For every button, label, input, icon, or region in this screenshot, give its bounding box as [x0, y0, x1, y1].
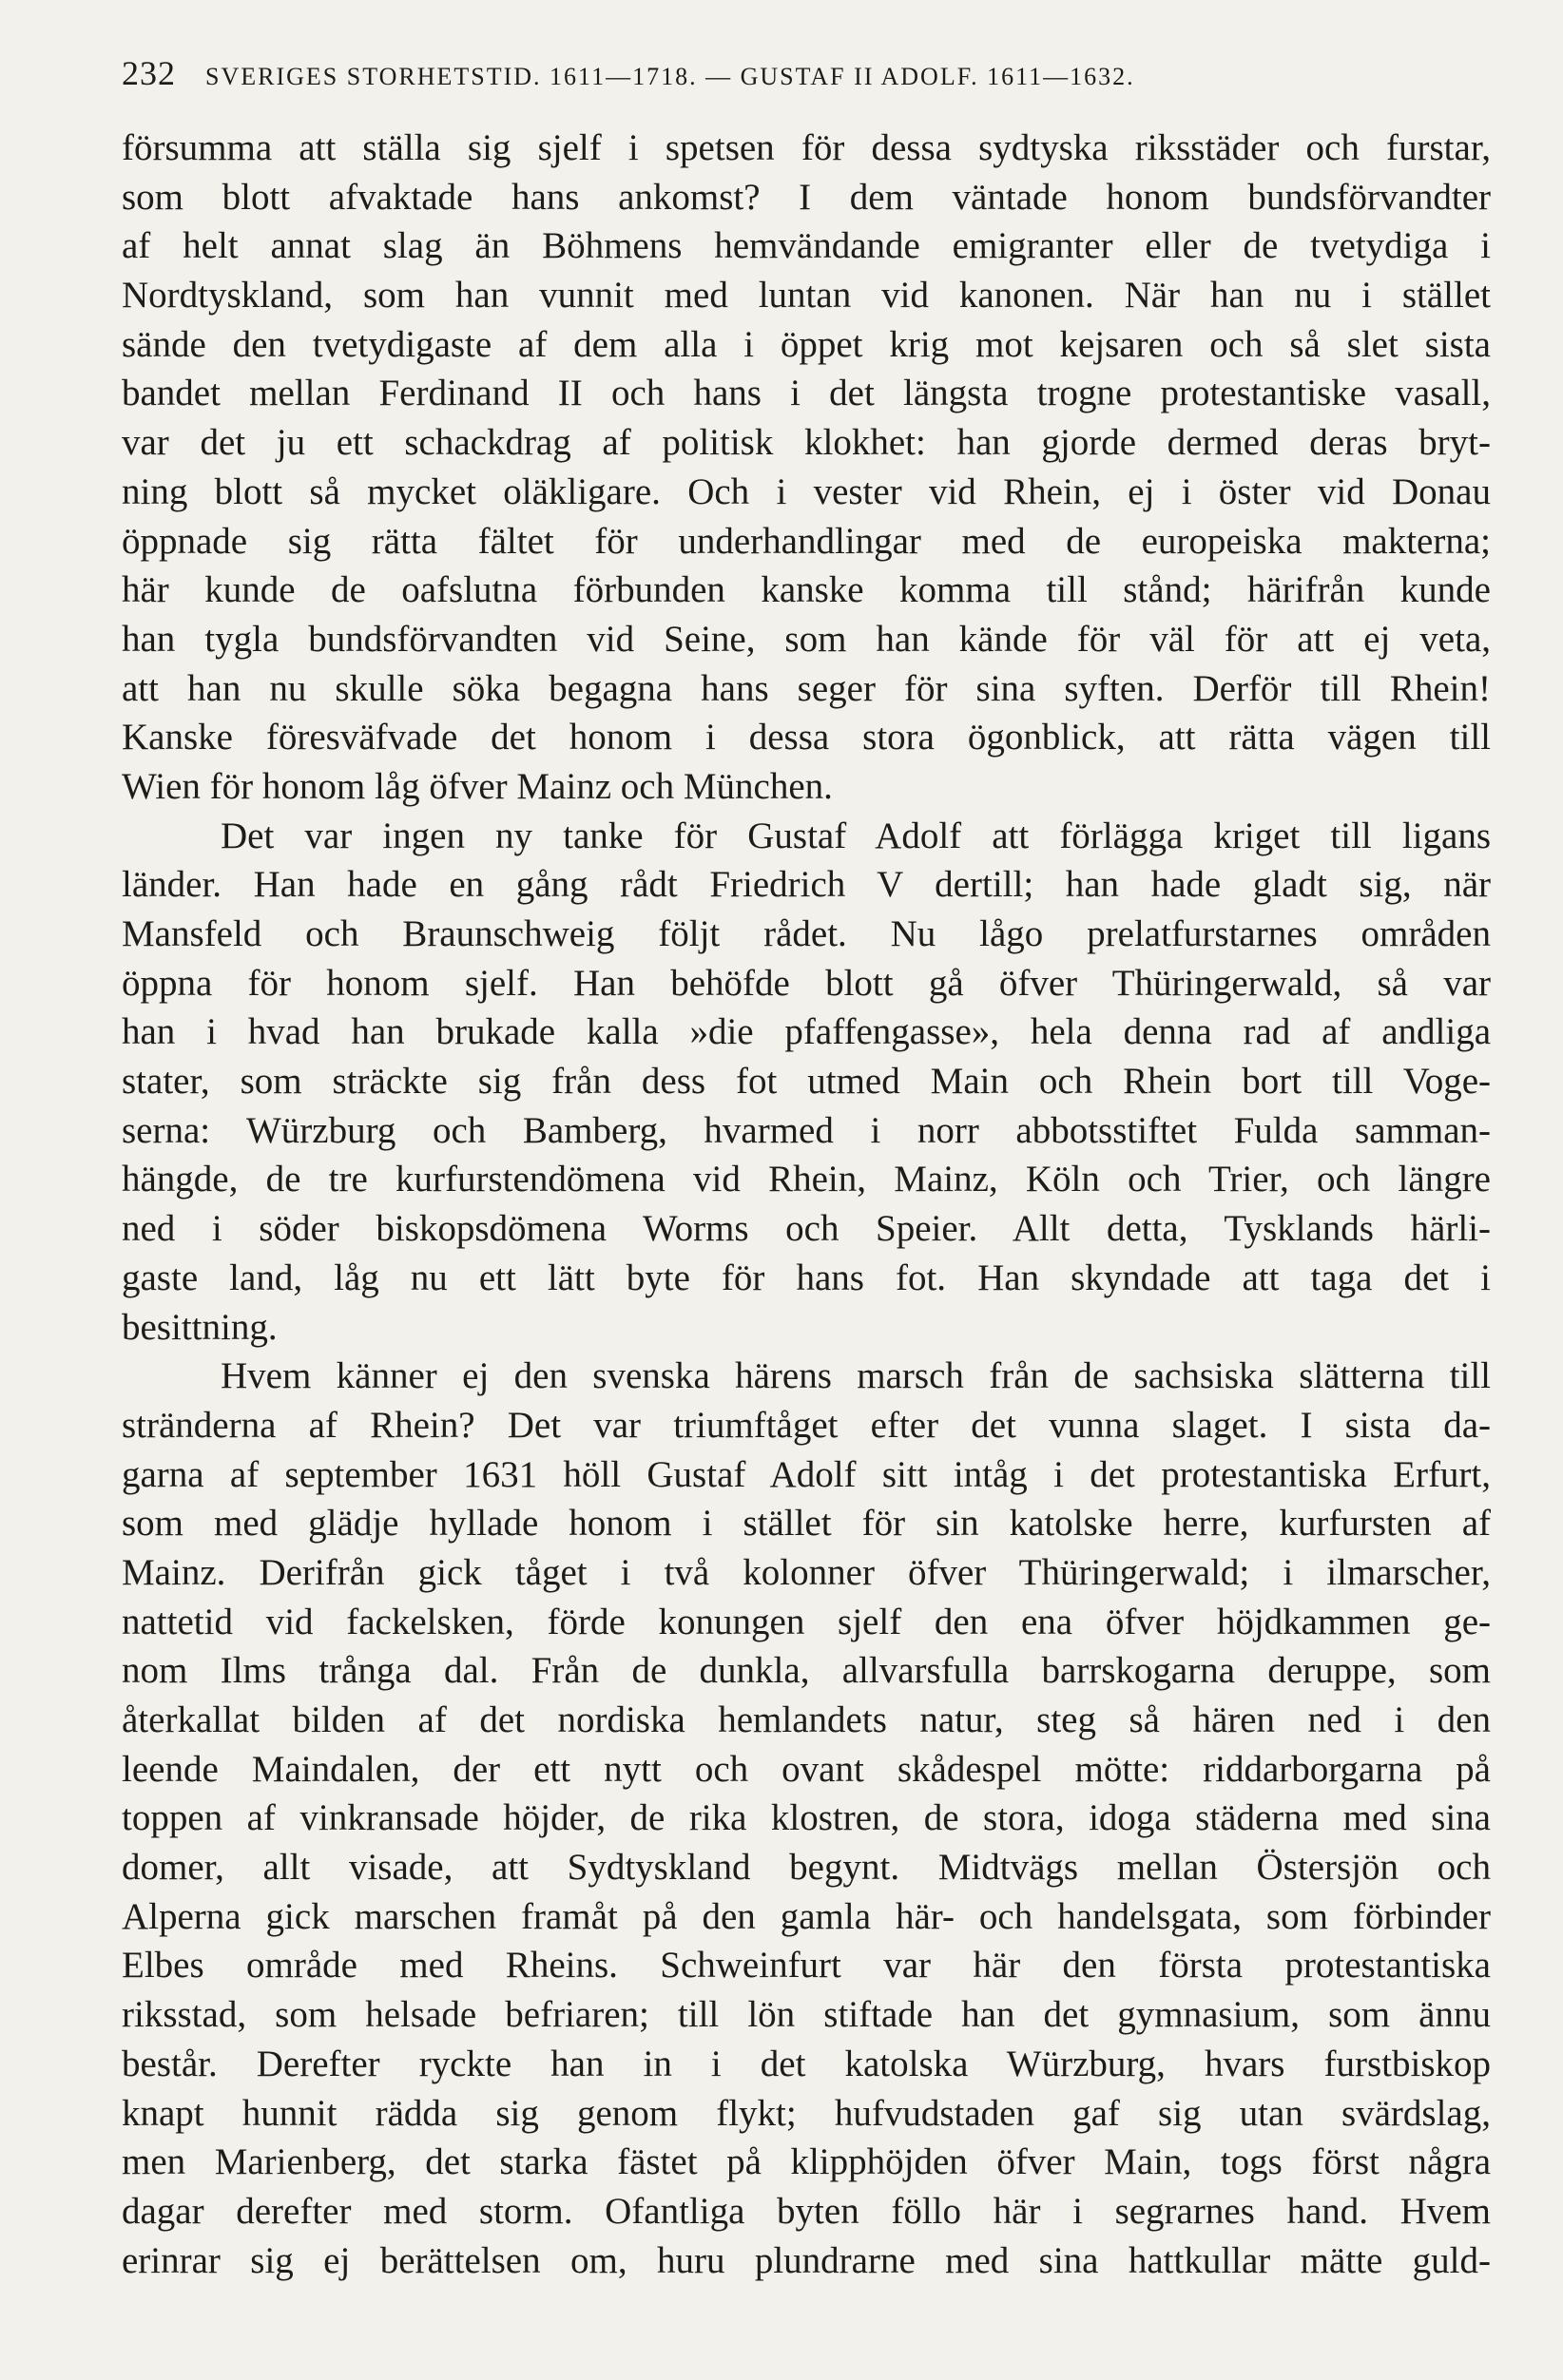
text-line: men Marienberg, det starka fästet på klipphöjden öfver Main, togs först några	[122, 2141, 1491, 2183]
text-line: Wien för honom låg öfver Mainz och München.	[122, 765, 833, 807]
text-line: gaste land, låg nu ett lätt byte för hans fot. Han skyndade att taga det i	[122, 1257, 1491, 1298]
text-line: leende Maindalen, der ett nytt och ovant skådespel mötte: riddarborgarna på	[122, 1748, 1491, 1790]
text-line: att han nu skulle söka begagna hans seger för sina syften. Derför till Rhein!	[122, 667, 1491, 709]
text-line: var det ju ett schackdrag af politisk klokhet: han gjorde dermed deras bryt-	[122, 422, 1491, 464]
text-line: som med glädje hyllade honom i stället för sin katolske herre, kurfursten af	[122, 1503, 1491, 1545]
text-line: Mainz. Derifrån gick tåget i två kolonner öfver Thüringerwald; i ilmarscher,	[122, 1551, 1491, 1593]
text-line: Alperna gick marschen framåt på den gamla här- och handelsgata, som förbinder	[122, 1895, 1491, 1937]
page-header	[122, 49, 1491, 97]
text-line: Nordtyskland, som han vunnit med luntan vid kanonen. När han nu i stället	[122, 275, 1491, 317]
text-line: toppen af vinkransade höjder, de rika klostren, de stora, idoga städerna med sina	[122, 1797, 1491, 1839]
text-line: bandet mellan Ferdinand II och hans i det längsta trogne protestantiske vasall,	[122, 373, 1491, 414]
text-line: domer, allt visade, att Sydtyskland begynt. Midtvägs mellan Östersjön och	[122, 1847, 1491, 1889]
text-line: nom Ilms trånga dal. Från de dunkla, allvarsfulla barrskogarna deruppe, som	[122, 1650, 1491, 1692]
text-line: länder. Han hade en gång rådt Friedrich V dertill; han hade gladt sig, när	[122, 864, 1491, 906]
text-line: öppna för honom sjelf. Han behöfde blott gå öfver Thüringerwald, så var	[122, 962, 1491, 1004]
text-line: försumma att ställa sig sjelf i spetsen för dessa sydtyska riksstäder och furstar,	[122, 127, 1491, 168]
text-line: dagar derefter med storm. Ofantliga byten föllo här i segrarnes hand. Hvem	[122, 2190, 1491, 2232]
page-number: 232	[122, 54, 176, 92]
text-line: han i hvad han brukade kalla »die pfaffengasse», hela denna rad af andliga	[122, 1011, 1491, 1053]
text-line: riksstad, som helsade befriaren; till lön stiftade han det gymnasium, som ännu	[122, 1994, 1491, 2036]
text-line: garna af september 1631 höll Gustaf Adolf sitt intåg i det protestantiska Erfurt,	[122, 1453, 1491, 1495]
text-line: besittning.	[122, 1306, 278, 1348]
text-line: knapt hunnit rädda sig genom flykt; hufvudstaden gaf sig utan svärdslag,	[122, 2092, 1491, 2134]
running-head: SVERIGES STORHETSTID. 1611—1718. — GUSTAF II ADOLF. 1611—1632.	[205, 63, 1135, 90]
text-line: Mansfeld och Braunschweig följt rådet. Nu lågo prelatfurstarnes områden	[122, 913, 1491, 954]
text-line: nattetid vid fackelsken, förde konungen sjelf den ena öfver höjdkammen ge-	[122, 1601, 1491, 1642]
text-line: hängde, de tre kurfurstendömena vid Rhein, Mainz, Köln och Trier, och längre	[122, 1159, 1491, 1200]
text-line: stränderna af Rhein? Det var triumftåget efter det vunna slaget. I sista da-	[122, 1404, 1491, 1446]
text-line: af helt annat slag än Böhmens hemvändande emigranter eller de tvetydiga i	[122, 225, 1491, 267]
text-line: här kunde de oafslutna förbunden kanske komma till stånd; härifrån kunde	[122, 569, 1491, 611]
text-line: Kanske föresväfvade det honom i dessa stora ögonblick, att rätta vägen till	[122, 717, 1491, 758]
text-line: återkallat bilden af det nordiska hemlandets natur, steg så hären ned i den	[122, 1699, 1491, 1740]
text-line: serna: Würzburg och Bamberg, hvarmed i norr abbotsstiftet Fulda samman-	[122, 1109, 1491, 1151]
text-line: Det var ingen ny tanke för Gustaf Adolf att förlägga kriget till ligans	[221, 815, 1491, 856]
text-line: som blott afvaktade hans ankomst? I dem väntade honom bundsförvandter	[122, 176, 1491, 218]
text-line: Hvem känner ej den svenska härens marsch från de sachsiska slätterna till	[221, 1355, 1491, 1397]
body-text	[122, 124, 1491, 2285]
text-line: ned i söder biskopsdömena Worms och Speier. Allt detta, Tysklands härli-	[122, 1208, 1491, 1250]
text-line: öppnade sig rätta fältet för underhandlingar med de europeiska makterna;	[122, 520, 1491, 562]
text-line: stater, som sträckte sig från dess fot utmed Main och Rhein bort till Voge-	[122, 1061, 1491, 1103]
text-line: består. Derefter ryckte han in i det katolska Würzburg, hvars furstbiskop	[122, 2043, 1491, 2084]
text-line: sände den tvetydigaste af dem alla i öppet krig mot kejsaren och så slet sista	[122, 323, 1491, 365]
text-line: Elbes område med Rheins. Schweinfurt var här den första protestantiska	[122, 1945, 1491, 1987]
text-line: ning blott så mycket oläkligare. Och i vester vid Rhein, ej i öster vid Donau	[122, 470, 1491, 512]
text-line: erinrar sig ej berättelsen om, huru plundrarne med sina hattkullar mätte guld-	[122, 2239, 1491, 2281]
text-line: han tygla bundsförvandten vid Seine, som han kände för väl för att ej veta,	[122, 618, 1491, 660]
